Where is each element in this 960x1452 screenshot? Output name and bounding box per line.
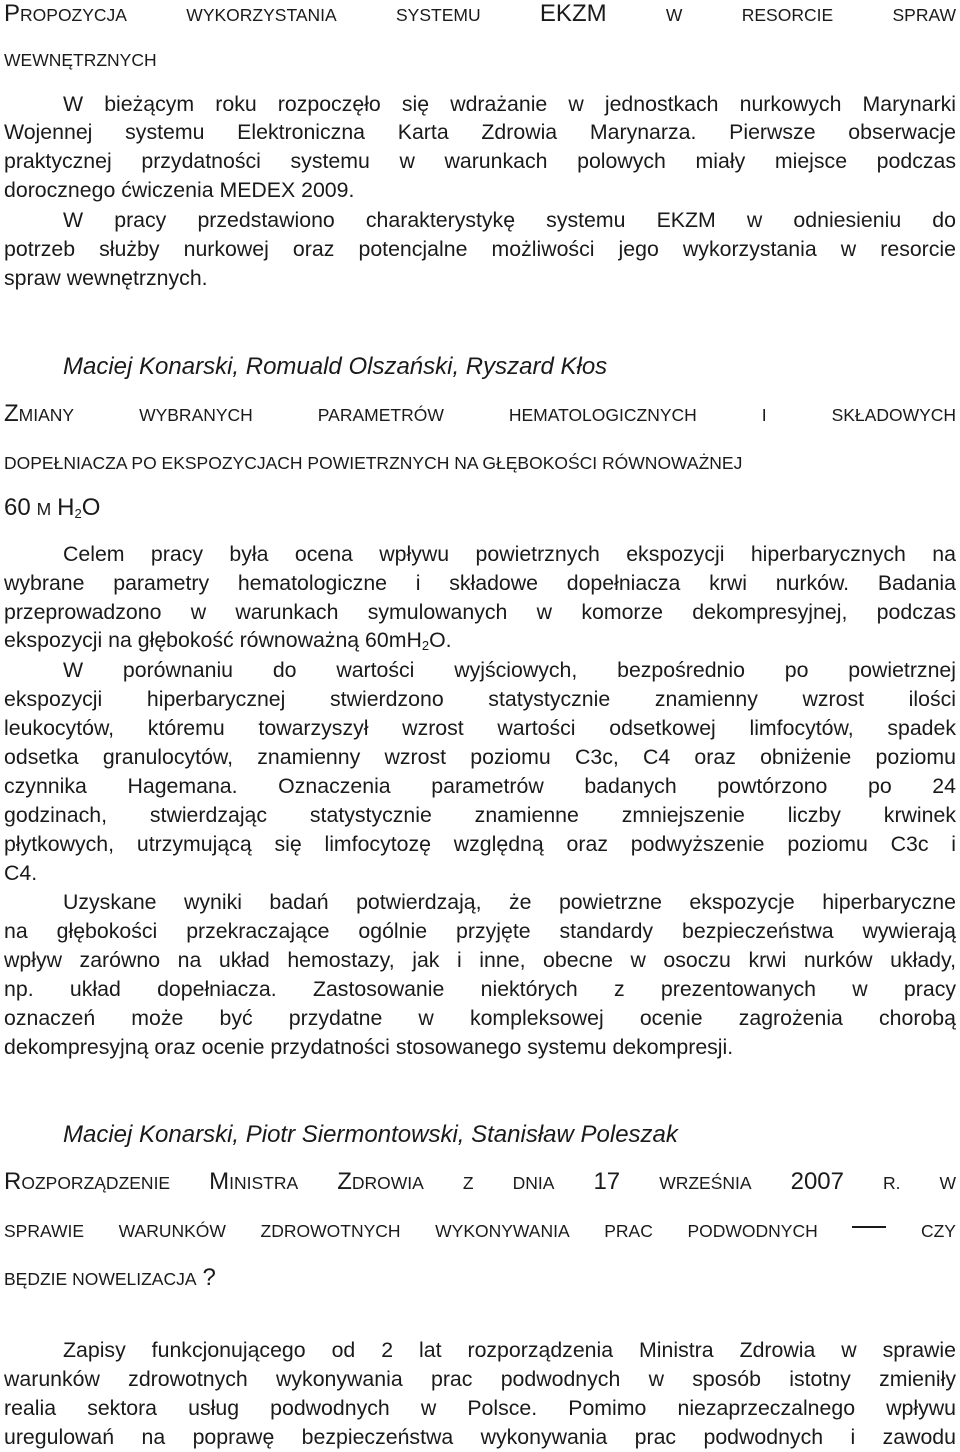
paragraph-line: dekompresyjną oraz ocenie przydatności stosowanego systemu dekompresji.	[4, 1035, 734, 1059]
section-title-hematology-line3: 60 M $H_2O$	[4, 494, 101, 521]
section-title-hematology-line2: DOPEŁNIACZA PO EKSPOZYCJACH POWIETRZNYCH NA GŁĘBOKOŚCI RÓWNOWAŻNEJ	[4, 453, 743, 473]
paragraph-line: czynnika Hagemana. Oznaczenia parametrów badanych powtórzono po 24	[4, 774, 956, 798]
paragraph-line: płytkowych, utrzymującą się limfocytozę względną oraz podwyższenie poziomu C3c i	[4, 832, 956, 856]
paragraph-line: ekspozycji na głębokość równoważną $60mH_2O$.	[4, 628, 452, 653]
paragraph-line: przeprowadzono w warunkach symulowanych w komorze dekompresyjnej, podczas	[4, 600, 956, 624]
paragraph-line: W pracy przedstawiono charakterystykę systemu EKZM w odniesieniu do	[63, 208, 956, 232]
paragraph-line: Uzyskane wyniki badań potwierdzają, że powietrzne ekspozycje hiperbaryczne	[63, 890, 956, 914]
paragraph-line: realia sektora usług podwodnych w Polsce. Pomimo niezaprzeczalnego wpływu	[4, 1396, 956, 1420]
section-title-regulation-line3: BĘDZIE NOWELIZACJA ?	[4, 1264, 216, 1291]
paragraph-line: wybrane parametry hematologiczne i składowe dopełniacza krwi nurków. Badania	[4, 571, 956, 595]
paragraph-line: na głębokości przekraczające ogólnie przyjęte standardy bezpieczeństwa wywierają	[4, 919, 956, 943]
section-title-hematology-line1: ZMIANY WYBRANYCH PARAMETRÓW HEMATOLOGICZNYCH I SKŁADOWYCH	[4, 400, 957, 427]
paragraph-line: warunków zdrowotnych wykonywania prac podwodnych w sposób istotny zmieniły	[4, 1367, 956, 1391]
paragraph-line: oznaczeń może być przydatne w kompleksowej ocenie zagrożenia chorobą	[4, 1006, 956, 1030]
section-title-regulation-line2: SPRAWIE WARUNKÓW ZDROWOTNYCH WYKONYWANIA PRAC PODWODNYCH CZY	[4, 1221, 956, 1241]
paragraph-line: uregulowań na poprawę bezpieczeństwa wykonywania prac podwodnych i zawodu	[4, 1425, 956, 1449]
paragraph-line: C4.	[4, 861, 38, 885]
paragraph-line: Celem pracy była ocena wpływu powietrznych ekspozycji hiperbarycznych na	[63, 542, 956, 566]
paragraph-line: leukocytów, któremu towarzyszył wzrost wartości odsetkowej limfocytów, spadek	[4, 716, 956, 740]
paragraph-line: Zapisy funkcjonującego od 2 lat rozporządzenia Ministra Zdrowia w sprawie	[63, 1338, 956, 1362]
paragraph-line: praktycznej przydatności systemu w warunkach polowych miały miejsce podczas	[4, 149, 956, 173]
paragraph-line: odsetka granulocytów, znamienny wzrost poziomu C3c, C4 oraz obniżenie poziomu	[4, 745, 956, 769]
paragraph-line: W bieżącym roku rozpoczęło się wdrażanie w jednostkach nurkowych Marynarki	[63, 92, 956, 116]
section-title-ekzm-line1: PROPOZYCJA WYKORZYSTANIA SYSTEMU EKZM W RESORCIE SPRAW	[4, 0, 956, 27]
paragraph-line: potrzeb służby nurkowej oraz potencjalne możliwości jego wykorzystania w resorcie	[4, 237, 956, 261]
paragraph-line: ekspozycji hiperbarycznej stwierdzono statystycznie znamienny wzrost ilości	[4, 687, 956, 711]
paragraph-line: spraw wewnętrznych.	[4, 266, 208, 290]
section-title-regulation-line1: ROZPORZĄDZENIE MINISTRA ZDROWIA Z DNIA 17 WRZEŚNIA 2007 R. W	[4, 1168, 957, 1195]
authors-line: Maciej Konarski, Romuald Olszański, Ryszard Kłos	[63, 353, 608, 380]
paragraph-line: dorocznego ćwiczenia MEDEX 2009.	[4, 178, 355, 202]
authors-line: Maciej Konarski, Piotr Siermontowski, Stanisław Poleszak	[63, 1121, 678, 1148]
paragraph-line: W porównaniu do wartości wyjściowych, bezpośrednio po powietrznej	[63, 658, 956, 682]
dash-separator	[852, 1226, 886, 1228]
paragraph-line: Wojennej systemu Elektroniczna Karta Zdrowia Marynarza. Pierwsze obserwacje	[4, 120, 956, 144]
paragraph-line: godzinach, stwierdzając statystycznie znamienne zmniejszenie liczby krwinek	[4, 803, 956, 827]
paragraph-line: wpływ zarówno na układ hemostazy, jak i inne, obecne w osoczu krwi nurków układy,	[4, 948, 956, 972]
section-title-ekzm-line2: WEWNĘTRZNYCH	[4, 50, 157, 70]
paragraph-line: np. układ dopełniacza. Zastosowanie niektórych z prezentowanych w pracy	[4, 977, 956, 1001]
